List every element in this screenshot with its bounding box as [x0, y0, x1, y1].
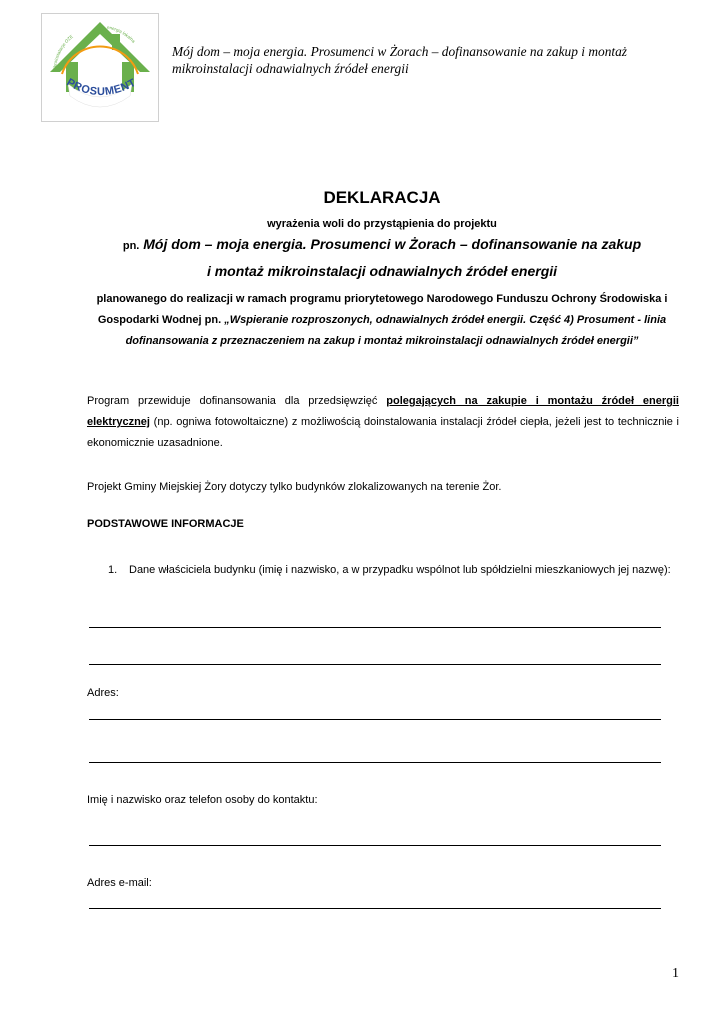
page-number: 1	[672, 966, 679, 981]
document-subtitle: wyrażenia woli do przystąpienia do projektu	[267, 218, 497, 230]
program-name: „Wspieranie rozproszonych, odnawialnych źródeł energii. Część 4) Prosument - linia dofinansowania z przeznaczeniem na zakup i montaż mikroinstalacji odnawialnych źródeł energii”	[125, 314, 667, 347]
address-label: Adres:	[87, 687, 119, 699]
owner-field-line-2[interactable]	[89, 664, 661, 665]
list-item-number: 1.	[108, 564, 118, 576]
header-title: Mój dom – moja energia. Prosumenci w Żorach – dofinansowanie na zakup i montaż mikroinstalacji odnawialnych źródeł energii	[172, 44, 628, 76]
email-field-line[interactable]	[89, 908, 661, 909]
project-prefix: pn.	[122, 240, 140, 252]
address-field-line-1[interactable]	[89, 719, 661, 720]
para1-end: (np. ogniwa fotowoltaiczne) z możliwością doinstalowania instalacji źródeł ciepła, jeżeli jest to technicznie i ekonomicznie uzasadnione.	[87, 416, 679, 449]
logo-text: PROSUMENT	[64, 76, 139, 99]
document-title: DEKLARACJA	[323, 188, 441, 207]
project-name-line1	[80, 236, 684, 252]
email-label: Adres e-mail:	[87, 877, 152, 889]
list-item-text: Dane właściciela budynku (imię i nazwisko, a w przypadku wspólnot lub spółdzielni mieszkaniowych jej nazwę):	[129, 564, 671, 576]
project-name-line2: i montaż mikroinstalacji odnawialnych źródeł energii	[206, 263, 558, 279]
project-scope-paragraph: Projekt Gminy Miejskiej Żory dotyczy tylko budynków zlokalizowanych na terenie Żor.	[87, 481, 502, 493]
program-description	[80, 289, 684, 352]
contact-field-line[interactable]	[89, 845, 661, 846]
house-logo-icon	[42, 14, 158, 121]
logo-arc-right-text: energia lokalna	[106, 24, 137, 44]
program-text: planowanego do realizacji w ramach programu priorytetowego Narodowego Funduszu Ochrony Środowiska i Gospodarki Wodnej pn.	[96, 293, 668, 326]
project-line1-text: Mój dom – moja energia. Prosumenci w Żorach – dofinansowanie na zakup	[143, 236, 642, 252]
para1-start: Program przewiduje dofinansowania dla przedsięwzięć	[87, 395, 387, 407]
chimney-shape	[112, 34, 120, 50]
list-item-owner	[108, 560, 679, 581]
prosument-logo	[41, 13, 159, 122]
address-field-line-2[interactable]	[89, 762, 661, 763]
section-heading: PODSTAWOWE INFORMACJE	[87, 518, 244, 530]
contact-label: Imię i nazwisko oraz telefon osoby do kontaktu:	[87, 794, 318, 806]
para1-underlined: polegających na zakupie i montażu źródeł energii elektrycznej	[87, 395, 679, 428]
logo-arc-left-text: Mikroinstalacje OZE	[51, 33, 74, 73]
owner-field-line-1[interactable]	[89, 627, 661, 628]
program-info-paragraph	[87, 391, 679, 454]
